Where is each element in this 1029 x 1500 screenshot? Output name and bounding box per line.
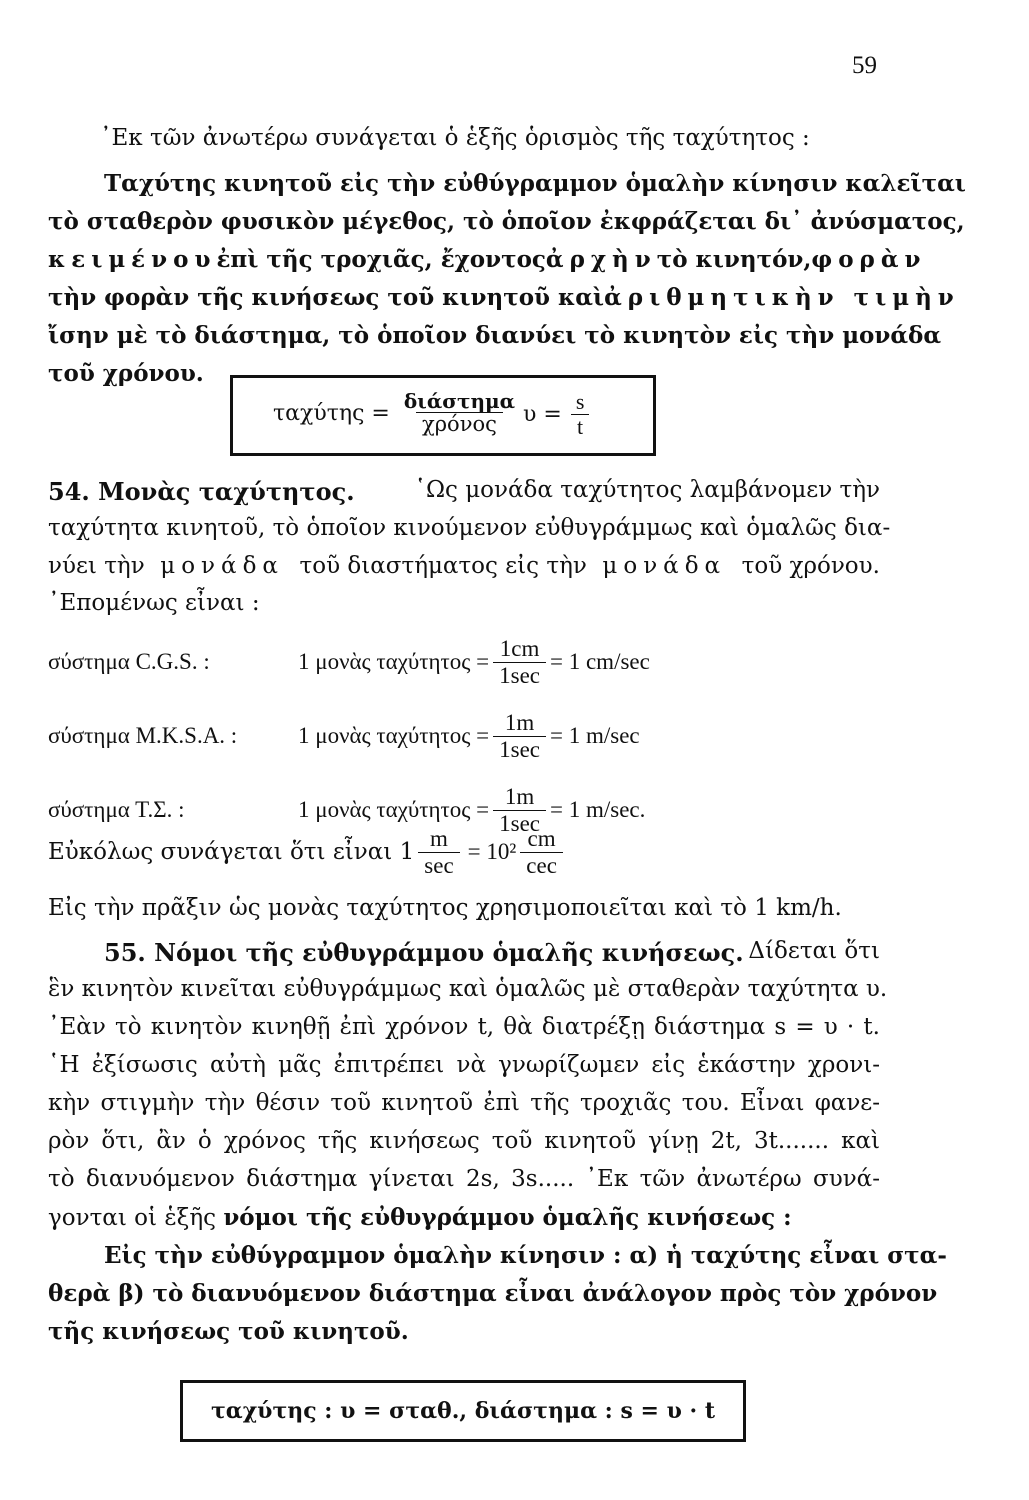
definition-line-1: Ταχύτης κινητοῦ εἰς τὴν εὐθύγραμμον ὁμαλὴν κίνησιν καλεῖται <box>104 170 966 197</box>
conversion-fraction-1 <box>418 826 459 878</box>
unit-result: = 1 m/sec. <box>550 797 646 822</box>
conversion-line <box>48 822 563 882</box>
unit-fraction-numerator: 1m <box>504 710 535 736</box>
unit-row-mksa <box>48 706 640 766</box>
section-54-line-1 <box>48 477 880 506</box>
formula-denominator: χρόνος <box>416 412 503 436</box>
formula-lhs: ταχύτης = <box>273 400 390 426</box>
formula-speed-symbols <box>523 390 590 439</box>
section-55-line-10: θερὰ β) τὸ διανυόμενον διάστημα εἶναι ἀνάλογον πρὸς τὸν χρόνον <box>48 1280 938 1307</box>
unit-system-label: σύστημα M.K.S.A. : <box>48 723 238 748</box>
section-55-line-11: τῆς κινήσεως τοῦ κινητοῦ. <box>48 1318 409 1345</box>
section-54-heading: 54. Μονὰς ταχύτητος. <box>48 477 355 506</box>
unit-fraction <box>493 710 546 762</box>
unit-result: = 1 cm/sec <box>550 649 650 674</box>
formula-speed-words <box>273 390 521 436</box>
section-54-text: ῾Ως μονάδα ταχύτητος λαμβάνομεν τὴν <box>414 477 880 503</box>
unit-system-label: σύστημα Τ.Σ. : <box>48 797 185 822</box>
section-55-line-8 <box>48 1204 792 1231</box>
unit-fraction <box>493 636 546 688</box>
section-54-segment: νύει τὴν <box>48 553 145 579</box>
section-55-line-5: κὴν στιγμὴν τὴν θέσιν τοῦ κινητοῦ ἐπὶ τῆς τροχιᾶς του. Εἶναι φανε- <box>48 1090 880 1116</box>
unit-definition: 1 μονὰς ταχύτητος = <box>298 649 490 674</box>
formula-fraction-words <box>398 390 521 436</box>
conversion-text: Εὐκόλως συνάγεται ὅτι εἶναι 1 <box>48 839 415 865</box>
definition-word-arithmitiki-timi: ἀριθμητικὴν τιμὴν <box>604 284 960 311</box>
unit-definition: 1 μονὰς ταχύτητος = <box>298 797 490 822</box>
conversion-numerator-1: m <box>430 826 448 852</box>
section-55-line-3: ᾿Εὰν τὸ κινητὸν κινηθῇ ἐπὶ χρόνον t, θὰ διατρέξῃ διάστημα s = υ · t. <box>48 1014 880 1040</box>
unit-fraction-denominator: 1sec <box>493 810 546 836</box>
conversion-fraction-2 <box>520 826 563 878</box>
definition-line-5: ἴσην μὲ τὸ διάστημα, τὸ ὁποῖον διανύει τὸ κινητὸν εἰς τὴν μονάδα <box>48 322 942 349</box>
definition-segment: τὸ κινητόν, <box>656 246 812 273</box>
formula-laws-text: ταχύτης : υ = σταθ., διάστημα : s = υ · t <box>210 1398 715 1424</box>
unit-fraction-numerator: 1cm <box>499 636 540 662</box>
section-54-word-monada: μονάδα <box>160 553 284 579</box>
definition-line-6: τοῦ χρόνου. <box>48 360 204 387</box>
unit-row-cgs <box>48 632 650 692</box>
conversion-denominator-2: cec <box>520 852 563 878</box>
formula-box-laws <box>180 1380 746 1442</box>
formula-fraction-symbols <box>570 390 591 439</box>
unit-fraction-numerator: 1m <box>504 784 535 810</box>
formula-lhs-symbol: υ = <box>523 402 562 428</box>
conversion-denominator-1: sec <box>418 852 459 878</box>
definition-word-archin: ἀρχὴν <box>545 246 657 273</box>
section-55-line-1 <box>104 938 880 967</box>
unit-system-label: σύστημα C.G.S. : <box>48 649 210 674</box>
section-55-heading: 55. Νόμοι τῆς εὐθυγράμμου ὁμαλῆς κινήσεως. <box>104 938 744 967</box>
definition-line-4 <box>48 284 960 311</box>
section-55-line-4: ῾Η ἐξίσωσις αὐτὴ μᾶς ἐπιτρέπει νὰ γνωρίζωμεν εἰς ἑκάστην χρονι- <box>48 1052 880 1078</box>
formula-numerator-s: s <box>575 389 585 414</box>
formula-denominator-t: t <box>571 414 589 439</box>
definition-word-keimenou: κειμένου <box>48 246 217 273</box>
unit-definition: 1 μονὰς ταχύτητος = <box>298 723 490 748</box>
section-55-laws-title: νόμοι τῆς εὐθυγράμμου ὁμαλῆς κινήσεως : <box>223 1204 792 1231</box>
definition-line-2: τὸ σταθερὸν φυσικὸν μέγεθος, τὸ ὁποῖον ἐκφράζεται δι᾿ ἀνύσματος, <box>48 208 965 235</box>
section-55-line-2: ἓν κινητὸν κινεῖται εὐθυγράμμως καὶ ὁμαλῶς μὲ σταθερὰν ταχύτητα υ. <box>48 976 888 1002</box>
section-54-line-2: ταχύτητα κινητοῦ, τὸ ὁποῖον κινούμενον εὐθυγράμμως καὶ ὁμαλῶς δια- <box>48 515 891 541</box>
conversion-middle: = 10² <box>467 839 517 864</box>
section-54-line-3 <box>48 553 880 579</box>
intro-line: ᾿Εκ τῶν ἀνωτέρω συνάγεται ὁ ἑξῆς ὁρισμὸς τῆς ταχύτητος : <box>100 125 810 151</box>
definition-segment: ἐπὶ τῆς τροχιᾶς, ἔχοντος <box>216 246 546 273</box>
section-54-segment: τοῦ χρόνου. <box>741 553 880 579</box>
conversion-numerator-2: cm <box>527 826 556 852</box>
definition-segment: τὴν φορὰν τῆς κινήσεως τοῦ κινητοῦ καὶ <box>48 284 605 311</box>
section-55-segment: γονται οἱ ἑξῆς <box>48 1205 217 1231</box>
formula-numerator: διάστημα <box>403 389 516 413</box>
formula-box-speed <box>230 375 656 456</box>
section-54-line-4: ᾿Επομένως εἶναι : <box>48 590 260 616</box>
definition-line-3 <box>48 246 927 273</box>
unit-fraction-denominator: 1sec <box>493 736 546 762</box>
section-54-segment: τοῦ διαστήματος εἰς τὴν <box>299 553 587 579</box>
unit-result: = 1 m/sec <box>550 723 640 748</box>
definition-word-foran: φορὰν <box>811 246 927 273</box>
section-55-line-7: τὸ διανυόμενον διάστημα γίνεται 2s, 3s..... ᾿Εκ τῶν ἀνωτέρω συνά- <box>48 1166 880 1192</box>
page-number: 59 <box>852 52 877 79</box>
section-54-word-monada: μονάδα <box>602 553 727 579</box>
section-55-line-6: ρὸν ὅτι, ἂν ὁ χρόνος τῆς κινήσεως τοῦ κινητοῦ γίνῃ 2t, 3t....... καὶ <box>48 1128 880 1154</box>
section-55-line-9: Εἰς τὴν εὐθύγραμμον ὁμαλὴν κίνησιν : α) ἡ ταχύτης εἶναι στα- <box>104 1242 947 1269</box>
practice-line: Εἰς τὴν πρᾶξιν ὡς μονὰς ταχύτητος χρησιμοποιεῖται καὶ τὸ 1 km/h. <box>48 895 842 921</box>
section-55-text: Δίδεται ὅτι <box>748 938 880 964</box>
unit-fraction-denominator: 1sec <box>493 662 546 688</box>
